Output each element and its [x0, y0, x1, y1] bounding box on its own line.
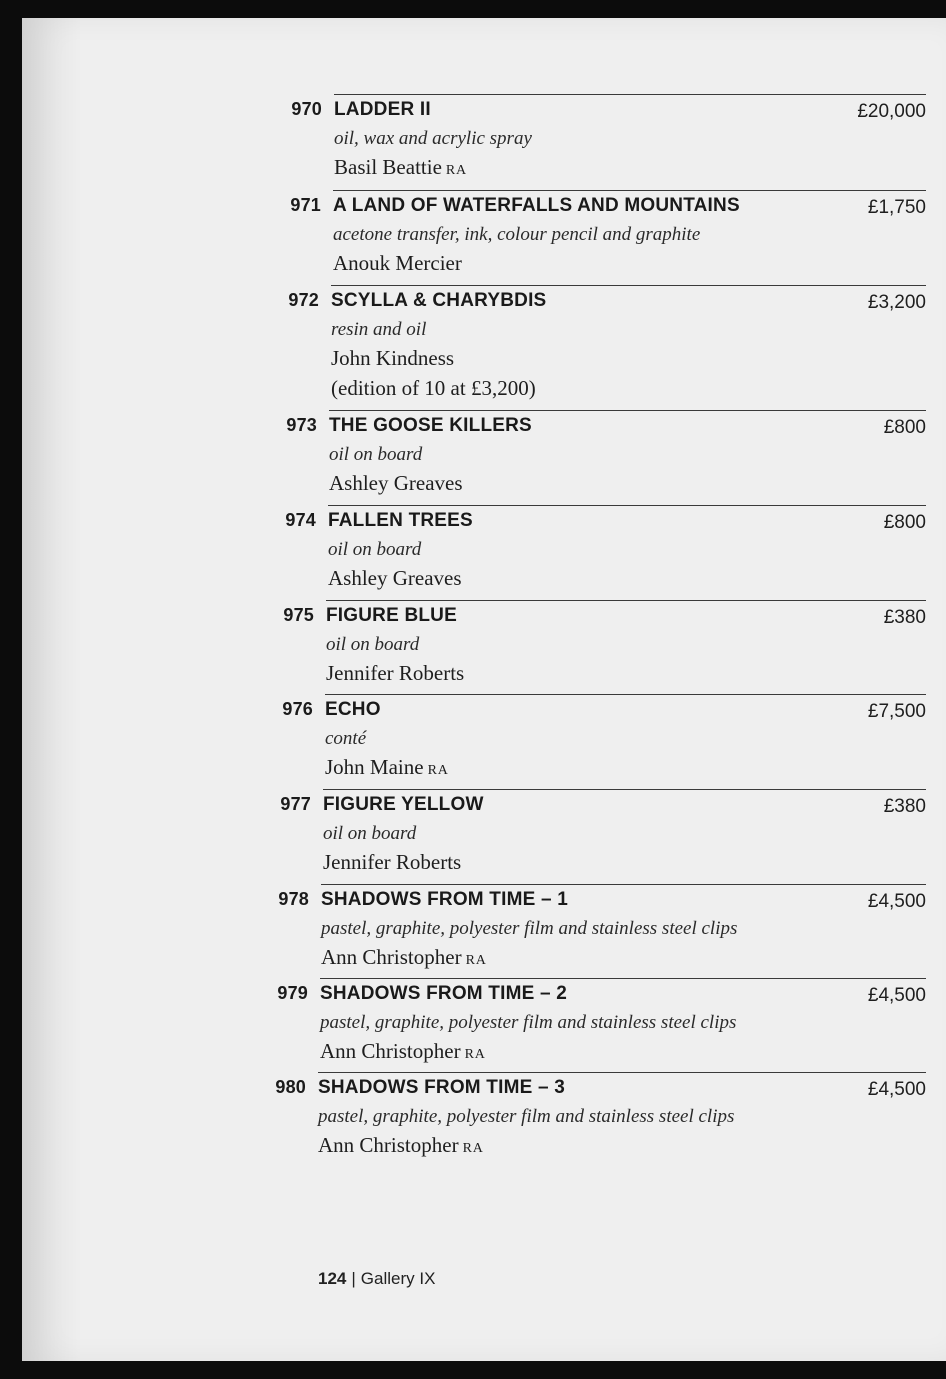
entry-price: £3,200	[867, 292, 926, 313]
page-number: 124	[318, 1269, 347, 1288]
entry-divider	[320, 978, 926, 979]
entry-price: £800	[883, 417, 926, 438]
entry-artist	[329, 471, 463, 496]
catalogue-entry	[22, 884, 946, 978]
entry-medium: acetone transfer, ink, colour pencil and graphite	[333, 224, 701, 245]
entry-title: LADDER II	[334, 99, 431, 120]
entry-medium: resin and oil	[331, 319, 427, 340]
entry-number: 977	[280, 794, 311, 814]
artist-name: Ashley Greaves	[328, 566, 462, 590]
entry-title: FIGURE BLUE	[326, 605, 457, 626]
royal-academician-suffix: RA	[462, 1141, 484, 1156]
entry-title: SHADOWS FROM TIME – 1	[321, 889, 568, 910]
entry-medium: pastel, graphite, polyester film and stainless steel clips	[318, 1106, 735, 1127]
entry-artist	[334, 155, 467, 180]
entry-number: 972	[288, 290, 319, 310]
entry-number: 971	[290, 195, 321, 215]
entry-medium: oil on board	[326, 634, 420, 655]
artist-name: Basil Beattie	[334, 155, 442, 179]
catalogue-entry	[22, 190, 946, 284]
artist-name: Ann Christopher	[321, 945, 462, 969]
entry-number: 976	[282, 699, 313, 719]
entry-price: £1,750	[867, 197, 926, 218]
entry-divider	[321, 884, 926, 885]
entry-title: A LAND OF WATERFALLS AND MOUNTAINS	[333, 195, 740, 216]
section-name: Gallery IX	[360, 1269, 436, 1288]
entry-price: £380	[883, 796, 926, 817]
entry-medium: pastel, graphite, polyester film and stainless steel clips	[320, 1012, 737, 1033]
artist-name: John Maine	[325, 755, 424, 779]
entry-number: 974	[285, 510, 316, 530]
entry-title: FALLEN TREES	[328, 510, 473, 531]
entry-title: FIGURE YELLOW	[323, 794, 484, 815]
catalogue-entry	[22, 94, 946, 188]
entry-price: £20,000	[857, 101, 926, 122]
entry-divider	[334, 94, 926, 95]
entry-divider	[331, 285, 926, 286]
entry-divider	[326, 600, 926, 601]
entry-divider	[318, 1072, 926, 1073]
entry-artist	[333, 251, 462, 276]
catalogue-entry	[22, 410, 946, 504]
entry-number: 979	[277, 983, 308, 1003]
catalogue-entry	[22, 1072, 946, 1166]
entry-divider	[323, 789, 926, 790]
entry-number: 973	[286, 415, 317, 435]
page-footer	[318, 1269, 435, 1289]
entry-artist	[320, 1039, 486, 1064]
entry-price: £800	[883, 512, 926, 533]
royal-academician-suffix: RA	[465, 953, 487, 968]
catalogue-entry	[22, 285, 946, 400]
artist-name: Jennifer Roberts	[326, 661, 465, 685]
entry-title: SHADOWS FROM TIME – 2	[320, 983, 567, 1004]
entry-divider	[329, 410, 926, 411]
entry-medium: oil on board	[328, 539, 422, 560]
entry-title: SHADOWS FROM TIME – 3	[318, 1077, 565, 1098]
artist-name: Ashley Greaves	[329, 471, 463, 495]
catalogue-entry	[22, 505, 946, 599]
catalogue-entry	[22, 789, 946, 883]
entry-number: 970	[291, 99, 322, 119]
entry-artist	[321, 945, 487, 970]
entry-title: ECHO	[325, 699, 381, 720]
entry-price: £4,500	[867, 891, 926, 912]
entry-artist	[331, 346, 454, 371]
entry-artist	[326, 661, 464, 686]
entry-medium: oil, wax and acrylic spray	[334, 128, 532, 149]
entry-divider	[325, 694, 926, 695]
entry-medium: oil on board	[329, 444, 423, 465]
artist-name: Anouk Mercier	[333, 251, 462, 275]
entry-divider	[333, 190, 926, 191]
entry-edition: (edition of 10 at £3,200)	[331, 376, 536, 400]
entry-number: 980	[275, 1077, 306, 1097]
entry-artist	[323, 850, 461, 875]
entry-price: £4,500	[867, 1079, 926, 1100]
royal-academician-suffix: RA	[427, 763, 449, 778]
royal-academician-suffix: RA	[464, 1047, 486, 1062]
catalogue-entry	[22, 694, 946, 788]
entry-artist	[325, 755, 449, 780]
catalogue-page	[22, 18, 946, 1361]
artist-name: Ann Christopher	[318, 1133, 459, 1157]
entry-number: 978	[278, 889, 309, 909]
entry-number: 975	[283, 605, 314, 625]
artist-name: John Kindness	[331, 346, 455, 370]
entry-artist	[328, 566, 462, 591]
entry-medium: pastel, graphite, polyester film and stainless steel clips	[321, 918, 738, 939]
entry-price: £380	[883, 607, 926, 628]
entry-artist	[318, 1133, 484, 1158]
catalogue-entry	[22, 978, 946, 1072]
royal-academician-suffix: RA	[445, 163, 467, 178]
footer-separator: |	[351, 1269, 356, 1288]
entry-title: SCYLLA & CHARYBDIS	[331, 290, 547, 311]
entry-price: £7,500	[867, 701, 926, 722]
entry-price: £4,500	[867, 985, 926, 1006]
artist-name: Jennifer Roberts	[323, 850, 462, 874]
entry-medium: oil on board	[323, 823, 417, 844]
artist-name: Ann Christopher	[320, 1039, 461, 1063]
entry-title: THE GOOSE KILLERS	[329, 415, 532, 436]
entry-medium: conté	[325, 728, 367, 749]
entry-divider	[328, 505, 926, 506]
catalogue-entry	[22, 600, 946, 694]
